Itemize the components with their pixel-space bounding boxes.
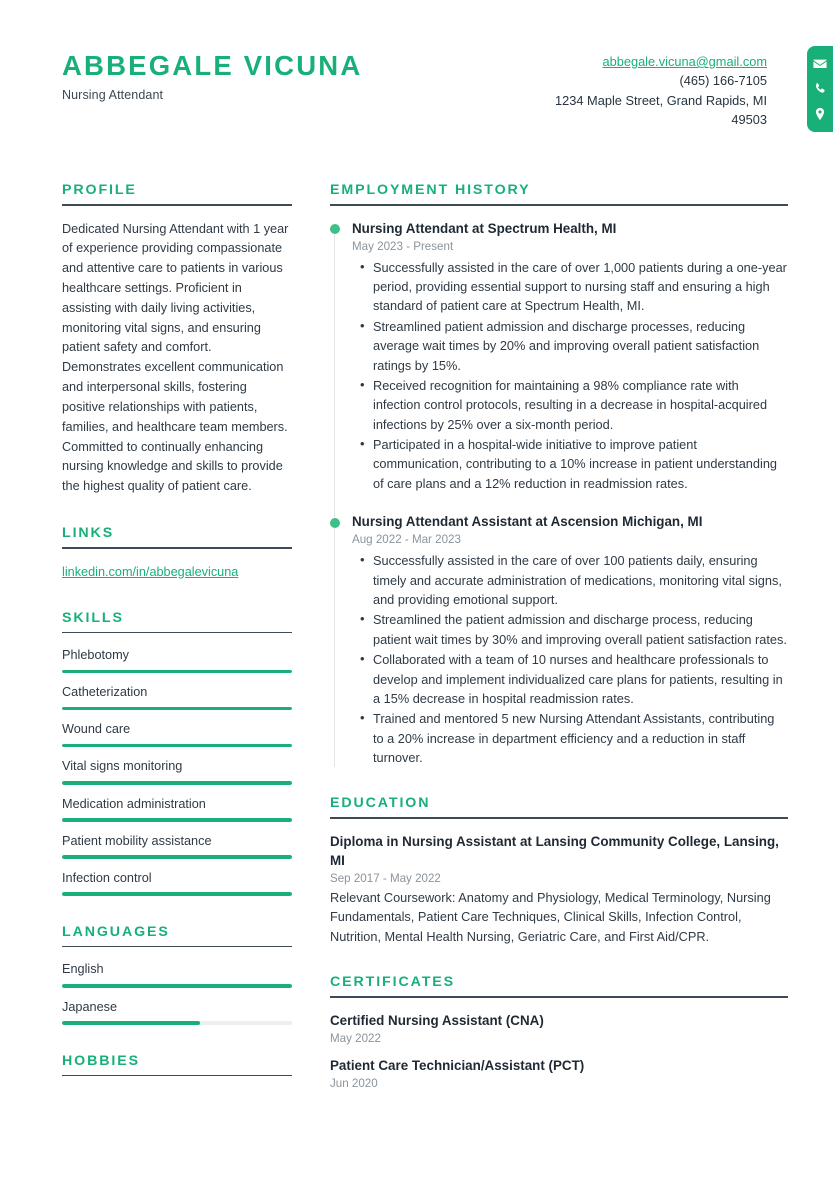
- skill-label: Medication administration: [62, 796, 206, 811]
- section-divider: [62, 1075, 292, 1077]
- job-dates: May 2023 - Present: [352, 239, 454, 253]
- skill-label: Catheterization: [62, 685, 148, 700]
- language-bar-fill: [62, 984, 292, 988]
- job-role-subtitle: Nursing Attendant: [62, 88, 164, 102]
- skill-item: [62, 684, 292, 710]
- employment-timeline: [330, 220, 788, 768]
- section-heading-profile: PROFILE: [62, 182, 137, 198]
- job-bullet: • Successfully assisted in the care of over 1,000 patients during a one-year period, providing essential support to nursing staff and ensuring a high standard of patient care at Spectrum Health, MI.: [373, 258, 788, 316]
- section-heading-hobbies: HOBBIES: [62, 1052, 140, 1069]
- job-bullet: • Received recognition for maintaining a 98% compliance rate with infection control protocols, resulting in a decrease in hospital-acquired infections by 25% over a six-month period.: [373, 376, 788, 434]
- contact-email-line: [467, 52, 767, 71]
- skill-label: Phlebotomy: [62, 648, 129, 663]
- skill-bar-track: [62, 744, 292, 748]
- section-education: [330, 795, 788, 946]
- skill-bar-track: [62, 781, 292, 785]
- skill-bar-track: [62, 707, 292, 711]
- skill-bar-fill: [62, 892, 292, 896]
- certificate-date: Jun 2020: [330, 1076, 378, 1090]
- contact-icon-rail: [807, 46, 833, 132]
- language-bar-fill: [62, 1021, 200, 1025]
- resume-header: [0, 0, 833, 128]
- section-divider: [62, 632, 292, 634]
- section-employment-history: [330, 182, 788, 767]
- skill-item: [62, 833, 292, 859]
- section-divider: [330, 996, 788, 998]
- location-pin-icon: [813, 107, 827, 121]
- certificate-title: Patient Care Technician/Assistant (PCT): [330, 1057, 585, 1073]
- section-divider: [330, 817, 788, 819]
- envelope-icon: [813, 57, 827, 71]
- education-title: Diploma in Nursing Assistant at Lansing Community College, Lansing, MI: [330, 834, 779, 868]
- certificate-date: May 2022: [330, 1031, 381, 1045]
- job-bullet: • Collaborated with a team of 10 nurses and healthcare professionals to develop and implement individualized care plans for patients, resulting in a 15% decrease in hospital readmission rates.: [373, 650, 788, 708]
- section-heading-employment: EMPLOYMENT HISTORY: [330, 182, 531, 198]
- section-heading-certificates: CERTIFICATES: [330, 974, 456, 991]
- contact-phone: (465) 166-7105: [679, 73, 767, 89]
- contact-info: [467, 52, 767, 130]
- skill-item: [62, 870, 292, 896]
- skill-bar-track: [62, 818, 292, 822]
- section-divider: [62, 547, 292, 549]
- job-title: Nursing Attendant Assistant at Ascension Michigan, MI: [352, 514, 703, 530]
- section-hobbies: [62, 1053, 292, 1077]
- sidebar-column: [62, 120, 292, 1104]
- page-title: ABBEGALE VICUNA: [62, 50, 363, 81]
- skill-bar-fill: [62, 855, 292, 859]
- employment-entry: [352, 513, 788, 767]
- section-heading-links: LINKS: [62, 524, 115, 541]
- employment-entry: [352, 220, 788, 494]
- section-divider: [330, 204, 788, 206]
- job-bullet: • Successfully assisted in the care of over 100 patients daily, ensuring timely and accurate administration of medications, monitoring vital signs, and providing emotional support.: [373, 551, 788, 609]
- language-bar-track: [62, 984, 292, 988]
- job-bullet-list: [352, 258, 788, 494]
- profile-summary-text: Dedicated Nursing Attendant with 1 year of experience providing compassionate and attentive care to patients in various healthcare settings. Proficient in assisting with daily living activities, monitoring vital signs, and ensuring patient safety and comfort. Demonstrates excellent communication and interpersonal skills, fostering positive relationships with patients, families, and healthcare team members. Committed to continually enhancing nursing knowledge and skills to provide the highest quality of patient care.: [62, 221, 289, 494]
- education-description: Relevant Coursework: Anatomy and Physiology, Medical Terminology, Nursing Fundamentals, Patient Care Techniques, Clinical Skills, Infection Control, Nutrition, Mental Health Nursing, Geriatric Care, and First Aid/CPR.: [330, 890, 771, 944]
- resume-body: [0, 120, 833, 1118]
- contact-address-line-1: 1234 Maple Street, Grand Rapids, MI: [555, 92, 767, 108]
- job-bullet: • Trained and mentored 5 new Nursing Attendant Assistants, contributing to a 20% increase in department efficiency and a reduction in staff turnover.: [373, 709, 788, 767]
- skill-label: Vital signs monitoring: [62, 759, 183, 774]
- language-label: English: [62, 962, 104, 977]
- job-bullet-list: [352, 551, 788, 767]
- section-heading-languages: LANGUAGES: [62, 923, 170, 940]
- skill-bar-track: [62, 855, 292, 859]
- skill-label: Patient mobility assistance: [62, 833, 212, 848]
- certificate-entry: [330, 1057, 788, 1090]
- timeline-dot-icon: [330, 224, 340, 234]
- language-item: [62, 961, 292, 987]
- skill-bar-fill: [62, 818, 292, 822]
- skill-bar-track: [62, 670, 292, 674]
- section-skills: [62, 610, 292, 896]
- main-column: [330, 120, 788, 1118]
- email-link[interactable]: abbegale.vicuna@gmail.com: [602, 54, 767, 69]
- section-certificates: [330, 974, 788, 1090]
- skill-bar-fill: [62, 781, 292, 785]
- section-divider: [62, 946, 292, 948]
- contact-address-line-2: 49503: [731, 112, 767, 128]
- education-dates: Sep 2017 - May 2022: [330, 872, 441, 885]
- skill-bar-track: [62, 892, 292, 896]
- certificate-title: Certified Nursing Assistant (CNA): [330, 1012, 544, 1028]
- job-title: Nursing Attendant at Spectrum Health, MI: [352, 220, 617, 236]
- timeline-dot-icon: [330, 518, 340, 528]
- certificate-entry: [330, 1012, 788, 1045]
- section-divider: [62, 204, 292, 206]
- job-dates: Aug 2022 - Mar 2023: [352, 533, 461, 547]
- section-links: [62, 525, 292, 582]
- skill-label: Wound care: [62, 722, 131, 737]
- skill-item: [62, 721, 292, 747]
- language-item: [62, 999, 292, 1025]
- section-heading-education: EDUCATION: [330, 795, 431, 812]
- section-heading-skills: SKILLS: [62, 609, 124, 626]
- education-entry: [330, 833, 788, 946]
- job-bullet: • Streamlined patient admission and discharge processes, reducing average wait times by 20% and improving overall patient satisfaction ratings by 15%.: [373, 317, 788, 375]
- language-label: Japanese: [62, 999, 118, 1014]
- skill-label: Infection control: [62, 870, 152, 885]
- skill-item: [62, 647, 292, 673]
- language-bar-track: [62, 1021, 292, 1025]
- section-languages: [62, 924, 292, 1025]
- link-linkedin[interactable]: linkedin.com/in/abbegalevicuna: [62, 564, 239, 579]
- job-bullet: • Participated in a hospital-wide initiative to improve patient communication, contributing to a 10% increase in patient understanding of care plans and a 12% reduction in readmission rates.: [373, 435, 788, 493]
- skill-bar-fill: [62, 707, 292, 711]
- skill-bar-fill: [62, 744, 292, 748]
- skill-item: [62, 796, 292, 822]
- phone-icon: [813, 82, 827, 96]
- job-bullet: • Streamlined the patient admission and discharge process, reducing patient wait times by 30% and improving overall patient satisfaction rates.: [373, 610, 788, 649]
- skill-item: [62, 758, 292, 784]
- skill-bar-fill: [62, 670, 292, 674]
- section-profile: [62, 182, 292, 497]
